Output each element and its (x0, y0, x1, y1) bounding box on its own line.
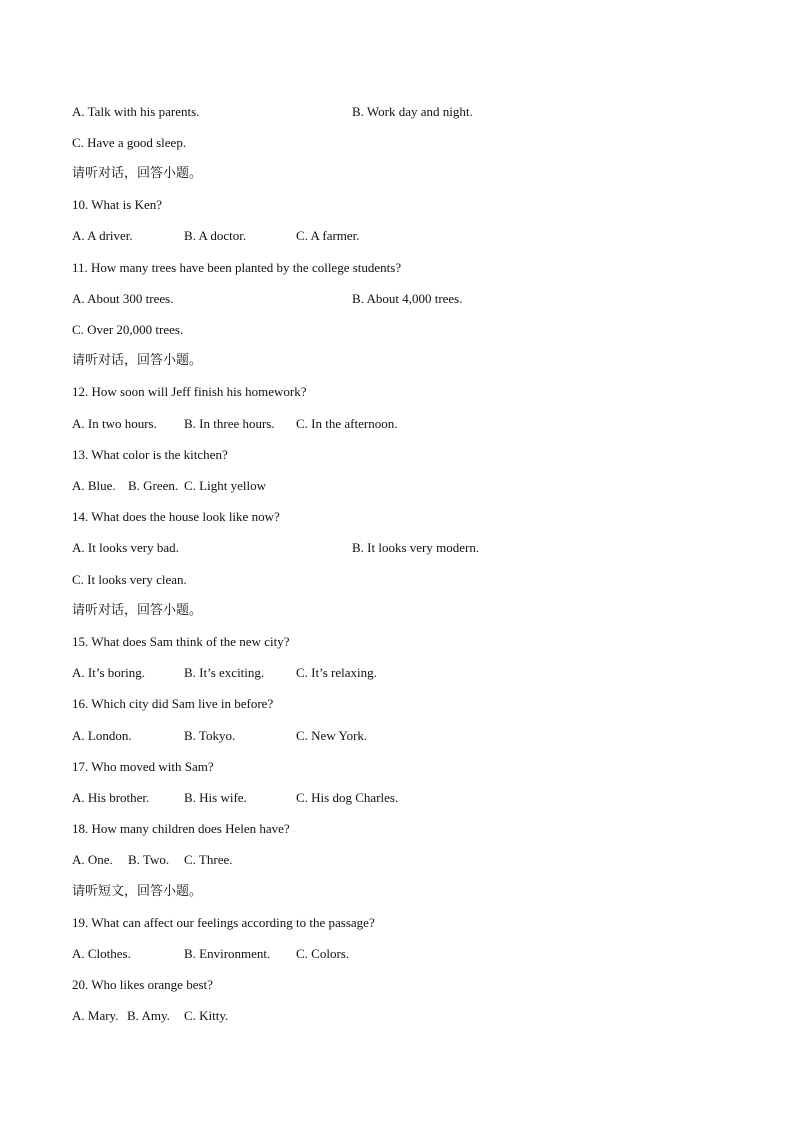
q11-option-c: C. Over 20,000 trees. (72, 322, 184, 337)
q10-option-b: B. A doctor. (184, 228, 247, 243)
q14-option-b: B. It looks very modern. (352, 540, 480, 555)
q15-option-a: A. It’s boring. (72, 665, 145, 680)
question-20: 20. Who likes orange best? (72, 977, 213, 992)
q9-option-a: A. Talk with his parents. (72, 104, 200, 119)
q13-option-a: A. Blue. (72, 478, 116, 493)
q16-option-a: A. London. (72, 728, 132, 743)
q16-option-b: B. Tokyo. (184, 728, 236, 743)
q14-option-a: A. It looks very bad. (72, 540, 179, 555)
question-10: 10. What is Ken? (72, 197, 163, 212)
q11-option-a: A. About 300 trees. (72, 291, 174, 306)
q20-option-b: B. Amy. (127, 1008, 170, 1023)
question-19: 19. What can affect our feelings according to the passage? (72, 915, 375, 930)
q15-option-c: C. It’s relaxing. (296, 665, 377, 680)
q11-option-b: B. About 4,000 trees. (352, 291, 463, 306)
q20-option-c: C. Kitty. (184, 1008, 229, 1023)
q15-option-b: B. It’s exciting. (184, 665, 265, 680)
question-15: 15. What does Sam think of the new city? (72, 634, 290, 649)
q20-option-a: A. Mary. (72, 1008, 119, 1023)
section-instruction: 请听对话，回答小题。 (72, 603, 203, 618)
q13-option-b: B. Green. (128, 478, 179, 493)
question-14: 14. What does the house look like now? (72, 509, 280, 524)
q19-option-b: B. Environment. (184, 946, 271, 961)
q17-option-c: C. His dog Charles. (296, 790, 399, 805)
q16-option-c: C. New York. (296, 728, 368, 743)
section-instruction: 请听对话，回答小题。 (72, 353, 203, 368)
q9-option-c: C. Have a good sleep. (72, 135, 187, 150)
question-18: 18. How many children does Helen have? (72, 821, 290, 836)
q9-option-b: B. Work day and night. (352, 104, 473, 119)
question-11: 11. How many trees have been planted by the college students? (72, 260, 402, 275)
q13-option-c: C. Light yellow (184, 478, 266, 493)
q18-option-a: A. One. (72, 852, 113, 867)
question-12: 12. How soon will Jeff finish his homework? (72, 384, 307, 399)
q12-option-c: C. In the afternoon. (296, 416, 398, 431)
q14-option-c: C. It looks very clean. (72, 572, 187, 587)
q12-option-a: A. In two hours. (72, 416, 157, 431)
q10-option-a: A. A driver. (72, 228, 133, 243)
q17-option-a: A. His brother. (72, 790, 150, 805)
question-13: 13. What color is the kitchen? (72, 447, 228, 462)
question-17: 17. Who moved with Sam? (72, 759, 214, 774)
section-instruction: 请听短文，回答小题。 (72, 884, 203, 899)
q19-option-a: A. Clothes. (72, 946, 131, 961)
section-instruction: 请听对话，回答小题。 (72, 166, 203, 181)
question-16: 16. Which city did Sam live in before? (72, 696, 274, 711)
q10-option-c: C. A farmer. (296, 228, 360, 243)
q17-option-b: B. His wife. (184, 790, 247, 805)
q12-option-b: B. In three hours. (184, 416, 275, 431)
q18-option-c: C. Three. (184, 852, 233, 867)
q18-option-b: B. Two. (128, 852, 170, 867)
q19-option-c: C. Colors. (296, 946, 350, 961)
